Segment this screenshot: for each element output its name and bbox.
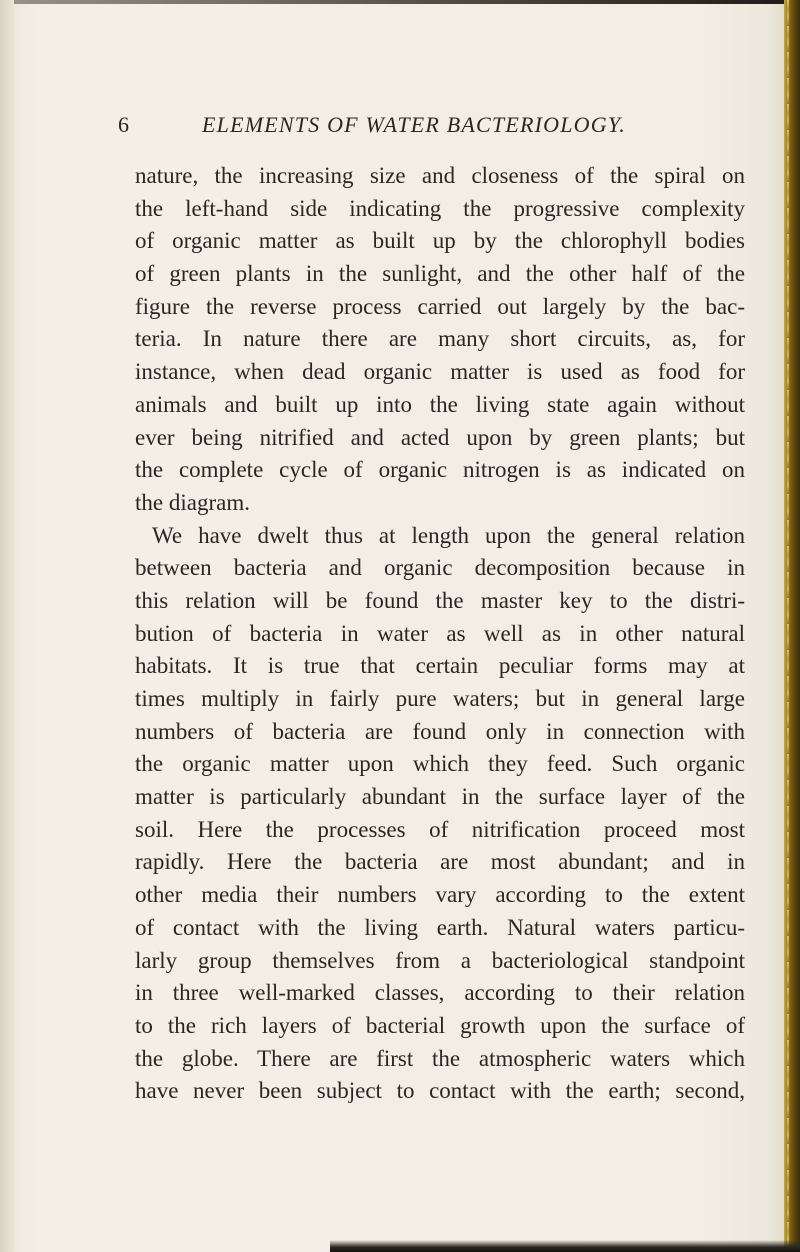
text-line: soil. Here the processes of nitrification proceed most bbox=[135, 816, 745, 842]
page-gutter bbox=[0, 0, 14, 1252]
text-line: We have dwelt thus at length upon the general relation bbox=[152, 522, 745, 548]
text-line: habitats. It is true that certain peculiar forms may at bbox=[135, 653, 745, 679]
text-line: this relation will be found the master key to the distri- bbox=[135, 587, 745, 613]
running-title: ELEMENTS OF WATER BACTERIOLOGY. bbox=[202, 112, 626, 137]
text-line: in three well-marked classes, according to their relation bbox=[135, 980, 745, 1006]
text-line: of contact with the living earth. Natural waters particu- bbox=[135, 914, 745, 940]
text-line: nature, the increasing size and closeness of the spiral on bbox=[135, 163, 745, 188]
text-line: the diagram. bbox=[135, 489, 250, 515]
page-top-edge bbox=[0, 0, 800, 4]
text-line: other media their numbers vary according to the extent bbox=[135, 882, 745, 908]
body-text bbox=[135, 160, 745, 1108]
text-line: to the rich layers of bacterial growth upon the surface of bbox=[135, 1012, 745, 1038]
text-line: of organic matter as built up by the chlorophyll bodies bbox=[135, 228, 745, 254]
text-line: matter is particularly abundant in the surface layer of the bbox=[135, 784, 745, 810]
text-line: the organic matter upon which they feed. Such organic bbox=[135, 751, 745, 777]
running-head bbox=[118, 110, 758, 140]
text-line: figure the reverse process carried out largely by the bac- bbox=[135, 293, 745, 319]
text-line: between bacteria and organic decomposition because in bbox=[135, 555, 745, 581]
text-line: of green plants in the sunlight, and the other half of the bbox=[135, 261, 745, 287]
text-line: instance, when dead organic matter is used as food for bbox=[135, 359, 745, 385]
text-line: have never been subject to contact with the earth; second, bbox=[135, 1078, 745, 1104]
page-number: 6 bbox=[118, 112, 129, 137]
text-line: bution of bacteria in water as well as in other natural bbox=[135, 620, 745, 646]
text-line: animals and built up into the living state again without bbox=[135, 391, 745, 417]
text-line: the complete cycle of organic nitrogen is as indicated on bbox=[135, 457, 745, 483]
gilt-fore-edge bbox=[784, 0, 800, 1252]
page-bottom-edge bbox=[330, 1240, 800, 1252]
text-line: rapidly. Here the bacteria are most abundant; and in bbox=[135, 849, 745, 875]
text-line: the globe. There are first the atmospheric waters which bbox=[135, 1045, 745, 1071]
text-line: times multiply in fairly pure waters; but in general large bbox=[135, 686, 745, 711]
text-line: larly group themselves from a bacteriological standpoint bbox=[135, 947, 745, 973]
text-line: ever being nitrified and acted upon by green plants; but bbox=[135, 424, 745, 450]
text-line: teria. In nature there are many short circuits, as, for bbox=[135, 326, 745, 352]
text-line: numbers of bacteria are found only in connection with bbox=[135, 718, 745, 744]
text-line: the left-hand side indicating the progressive complexity bbox=[135, 195, 745, 221]
